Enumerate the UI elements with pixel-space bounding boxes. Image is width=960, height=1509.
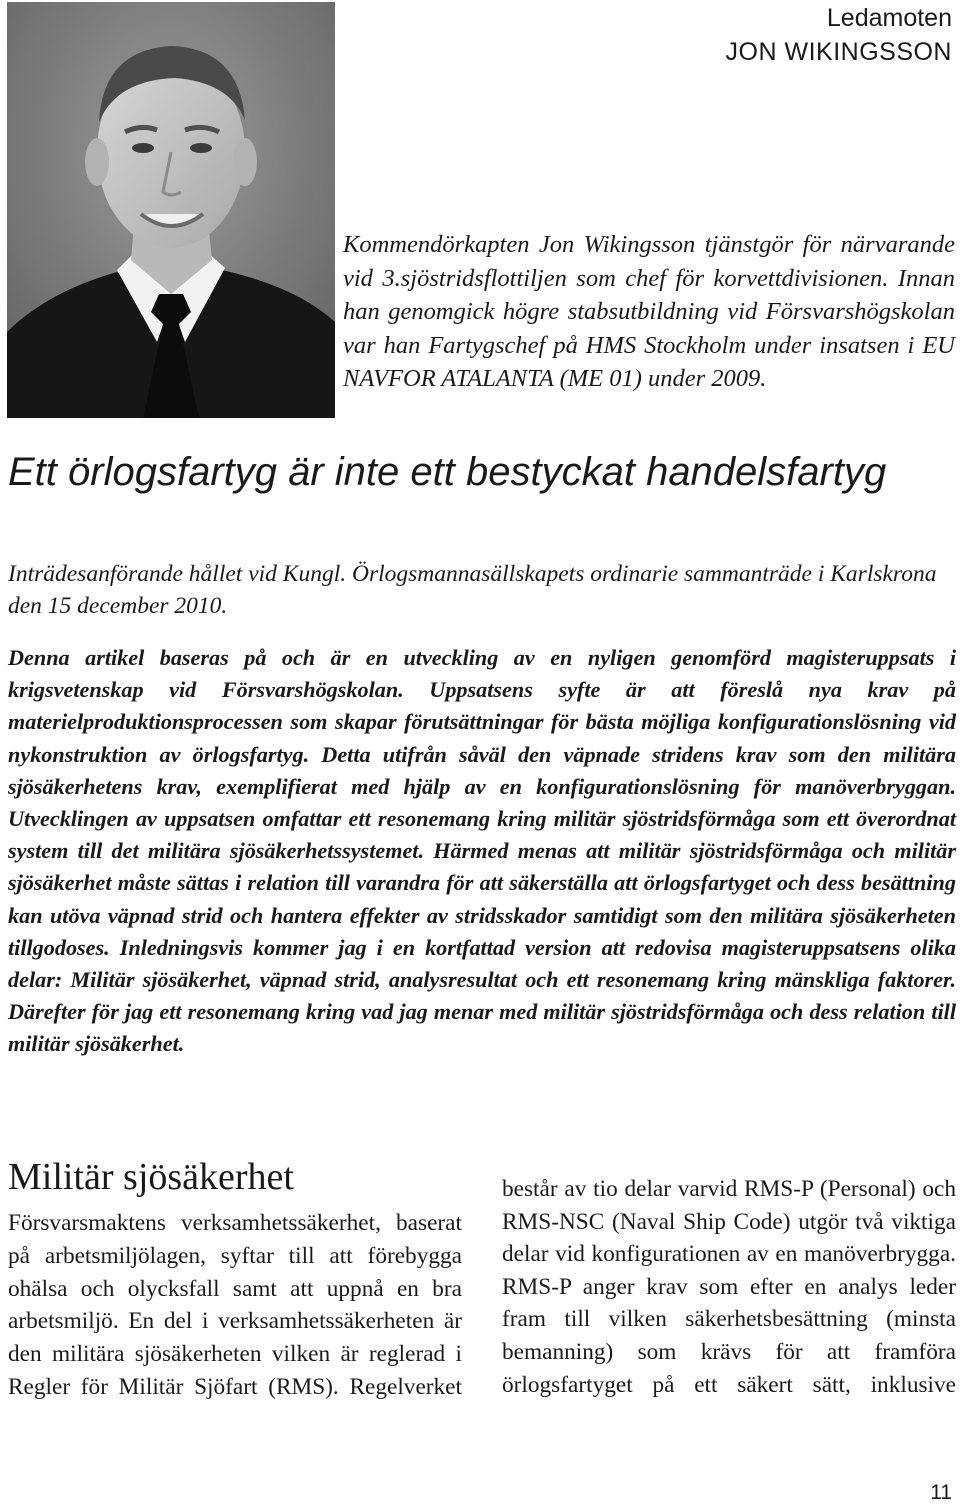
article-note: Inträdesanförande hållet vid Kungl. Örlogsmannasällskapets ordinarie sammanträde i Karlskrona den 15 december 2010. xyxy=(8,561,937,619)
body-column-left: Försvarsmaktens verksamhetssäkerhet, baserat på arbetsmiljölagen, syftar till att förebygga ohälsa och olycksfall samt att uppnå en bra arbetsmiljö. En del i verksamhetssäkerheten är den militära sjösäkerheten vilken är reglerad i Regler för Militär Sjöfart (RMS). Regelverket xyxy=(8,1210,462,1400)
page-number: 11 xyxy=(930,1481,952,1504)
author-portrait xyxy=(7,2,335,418)
author-role: Ledamoten xyxy=(826,4,952,32)
author-bio: Kommendörkapten Jon Wikingsson tjänstgör för närvarande vid 3.sjöstridsflottiljen som chef för korvettdivisionen. Innan han genomgick högre stabsutbildning vid Försvarshögskolan var han Fartygschef på HMS Stockholm under insatsen i EU NAVFOR ATALANTA (ME 01) under 2009. xyxy=(343,231,955,392)
section-heading: Militär sjösäkerhet xyxy=(8,1156,294,1198)
body-column-right: består av tio delar varvid RMS-P (Personal) och RMS-NSC (Naval Ship Code) utgör två viktiga delar vid konfigurationen av en manöverbrygga. RMS-P anger krav som efter en analys leder fram till vilken säkerhetsbesättning (minsta bemanning) som krävs för att framföra örlogsfartyget på ett säkert sätt, inklusive xyxy=(502,1176,956,1398)
author-name: JON WIKINGSSON xyxy=(725,38,952,66)
article-title: Ett örlogsfartyg är inte ett bestyckat handelsfartyg xyxy=(8,450,887,494)
article-abstract: Denna artikel baseras på och är en utveckling av en nyligen genomförd magisteruppsats i krigsvetenskap vid Försvarshögskolan. Uppsatsens syfte är att föreslå nya krav på materielproduktionsprocessen som skapar förutsättningar för bästa möjliga konfigurationslösning vid nykonstruktion av örlogsfartyg. Detta utifrån såväl den väpnade stridens krav som den militära sjösäkerhetens krav, exemplifierat med hjälp av en konfigurationslösning för manöverbryggan. Utvecklingen av uppsatsen omfattar ett resonemang kring militär sjöstridsförmåga som ett överordnat system till det militära sjösäkerhetssystemet. Härmed menas att militär sjöstridsförmåga och militär sjösäkerhet måste sättas i relation till varandra för att säkerställa att örlogsfartyget och dess besättning kan utöva väpnad strid och hantera effekter av stridsskador samtidigt som den militära sjösäkerheten tillgodoses. Inledningsvis kommer jag i en kortfattad version att redovisa magisteruppsatsens olika delar: Militär sjösäkerhet, väpnad strid, analysresultat och ett resonemang kring mänskliga faktorer. Därefter för jag ett resonemang kring vad jag menar med militär sjöstridsförmåga och dess relation till militär sjösäkerhet. xyxy=(8,645,956,1057)
